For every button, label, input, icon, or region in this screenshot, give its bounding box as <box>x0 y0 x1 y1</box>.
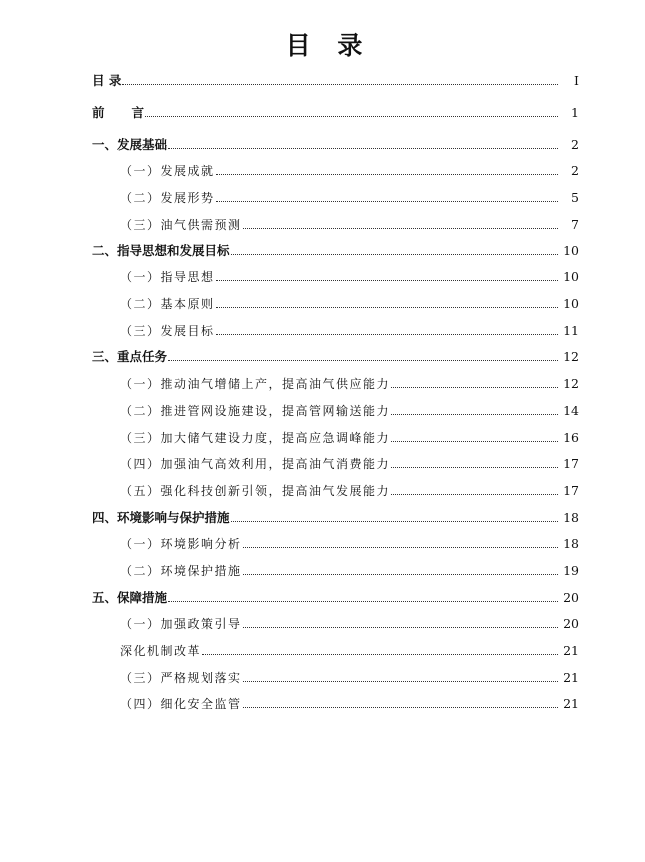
toc-entry-label: （二）基本原则 <box>120 297 215 311</box>
toc-entry[interactable] <box>0 507 645 525</box>
toc-entry-label: （三）加大储气建设力度，提高应急调峰能力 <box>120 431 391 445</box>
toc-entry-label: （四）细化安全监管 <box>120 697 242 711</box>
toc-leader-dots <box>216 201 558 202</box>
toc-leader-dots <box>391 494 558 495</box>
toc-leader-dots <box>231 254 558 255</box>
toc-leader-dots <box>168 360 558 361</box>
toc-entry-page: 2 <box>571 163 579 178</box>
toc-entry-label: 目 录 <box>92 73 122 88</box>
toc-entry-page: 20 <box>563 590 579 605</box>
toc-entry[interactable] <box>0 134 645 152</box>
toc-entry-label: （二）推进管网设施建设，提高管网输送能力 <box>120 404 391 418</box>
toc-entry[interactable] <box>0 293 645 311</box>
toc-entry[interactable] <box>0 453 645 471</box>
toc-leader-dots <box>216 174 558 175</box>
toc-entry-page: 20 <box>563 616 579 631</box>
toc-leader-dots <box>243 681 558 682</box>
toc-entry-label: （一）指导思想 <box>120 270 215 284</box>
toc-leader-dots <box>243 574 558 575</box>
toc-leader-dots <box>202 654 558 655</box>
toc-entry[interactable] <box>0 640 645 658</box>
toc-leader-dots <box>391 467 558 468</box>
toc-leader-dots <box>216 280 558 281</box>
toc-leader-dots <box>243 547 558 548</box>
toc-entry-label: （三）严格规划落实 <box>120 671 242 685</box>
toc-entry[interactable] <box>0 160 645 178</box>
toc-entry-page: 1 <box>571 105 579 120</box>
toc-entry-label: （二）环境保护措施 <box>120 564 242 578</box>
toc-leader-dots <box>391 441 558 442</box>
toc-entry[interactable] <box>0 400 645 418</box>
toc-entry-label: （一）环境影响分析 <box>120 537 242 551</box>
toc-entry-label: 三、重点任务 <box>92 349 168 364</box>
toc-leader-dots <box>391 414 558 415</box>
toc-entry-page: 18 <box>563 536 579 551</box>
toc-leader-dots <box>391 387 558 388</box>
toc-leader-dots <box>168 148 558 149</box>
toc-entry-page: I <box>574 73 579 88</box>
toc-entry-page: 21 <box>563 670 579 685</box>
toc-leader-dots <box>243 627 558 628</box>
toc-entry[interactable] <box>0 693 645 711</box>
toc-entry-page: 14 <box>563 403 579 418</box>
toc-entry[interactable] <box>0 214 645 232</box>
toc-entry-page: 7 <box>571 217 579 232</box>
toc-entry-page: 12 <box>563 349 579 364</box>
toc-entry-page: 17 <box>563 483 579 498</box>
toc-leader-dots <box>243 707 558 708</box>
toc-entry-page: 10 <box>563 243 579 258</box>
toc-entry[interactable] <box>0 587 645 605</box>
toc-entry-label: （五）强化科技创新引领，提高油气发展能力 <box>120 484 391 498</box>
toc-entry[interactable] <box>0 266 645 284</box>
toc-entry-label: （三）发展目标 <box>120 324 215 338</box>
toc-entry-label: （二）发展形势 <box>120 191 215 205</box>
toc-entry[interactable] <box>0 187 645 205</box>
toc-entry[interactable] <box>0 373 645 391</box>
toc-entry[interactable] <box>0 346 645 364</box>
toc-entry-label: 前言 <box>92 105 172 120</box>
toc-entry-label: （一）加强政策引导 <box>120 617 242 631</box>
toc-entry-label: （一）发展成就 <box>120 164 215 178</box>
toc-entry-label: 一、发展基础 <box>92 137 168 152</box>
toc-entry-label: （一）推动油气增储上产，提高油气供应能力 <box>120 377 391 391</box>
toc-entry[interactable] <box>0 667 645 685</box>
page-title: 目 录 <box>285 31 372 60</box>
toc-entry-page: 10 <box>563 296 579 311</box>
toc-entry-label: 四、环境影响与保护措施 <box>92 510 230 525</box>
toc-entry[interactable] <box>0 560 645 578</box>
toc-entry-page: 2 <box>571 137 579 152</box>
toc-entry-label: 深化机制改革 <box>120 644 202 658</box>
toc-entry[interactable] <box>0 102 645 120</box>
toc-entry-label: （三）油气供需预测 <box>120 218 242 232</box>
toc-entry[interactable] <box>0 427 645 445</box>
toc-entry-page: 12 <box>563 376 579 391</box>
toc-entry[interactable] <box>0 70 645 88</box>
toc-leader-dots <box>243 228 558 229</box>
toc-leader-dots <box>122 84 558 85</box>
toc-entry-page: 21 <box>563 643 579 658</box>
toc-leader-dots <box>216 307 558 308</box>
toc-entry[interactable] <box>0 240 645 258</box>
toc-entry-label: 五、保障措施 <box>92 590 168 605</box>
toc-entry-page: 5 <box>571 190 579 205</box>
toc-leader-dots <box>216 334 558 335</box>
toc-entry[interactable] <box>0 320 645 338</box>
toc-entry-label: 二、指导思想和发展目标 <box>92 243 230 258</box>
toc-entry-page: 11 <box>563 323 579 338</box>
toc-entry-page: 17 <box>563 456 579 471</box>
toc-entry-page: 16 <box>563 430 579 445</box>
toc-entry-page: 18 <box>563 510 579 525</box>
toc-entry-page: 21 <box>563 696 579 711</box>
toc-entry[interactable] <box>0 480 645 498</box>
toc-entry-page: 10 <box>563 269 579 284</box>
toc-entry[interactable] <box>0 533 645 551</box>
toc-entry[interactable] <box>0 613 645 631</box>
toc-leader-dots <box>145 116 558 117</box>
toc-entry-label: （四）加强油气高效利用，提高油气消费能力 <box>120 457 391 471</box>
toc-leader-dots <box>231 521 558 522</box>
toc-leader-dots <box>168 601 558 602</box>
toc-entry-page: 19 <box>563 563 579 578</box>
